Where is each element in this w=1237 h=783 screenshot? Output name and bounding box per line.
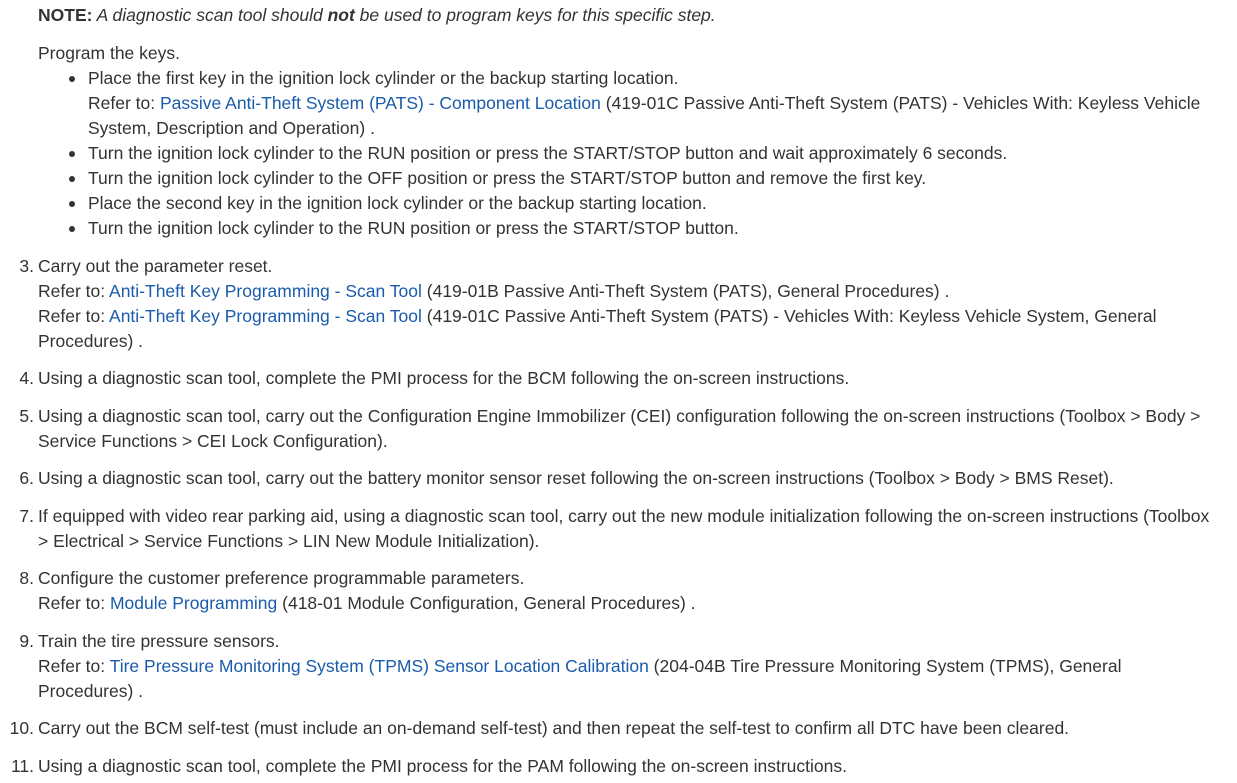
program-keys-list [0,66,1237,241]
step-number: 5. [19,405,34,426]
step-number: 8. [19,568,34,588]
bullet-text: Place the first key in the ignition lock cylinder or the backup starting location. [88,68,679,88]
list-item: Place the second key in the ignition lock cylinder or the backup starting location. [0,191,1237,216]
refer-suffix: (418-01 Module Configuration, General Procedures) . [277,593,696,613]
step-number: 10. [9,718,34,738]
refer-suffix: (419-01C Passive Anti-Theft System (PATS) - Vehicles With: Keyless Vehicle System, Description and Operation) . [88,93,1201,138]
list-item: Turn the ignition lock cylinder to the RUN position or press the START/STOP button. [0,216,1237,241]
step-text: Using a diagnostic scan tool, carry out the battery monitor sensor reset following the on-screen instructions (Toolbox > Body > BMS Reset). [38,468,1114,488]
refer-suffix: (419-01B Passive Anti-Theft System (PATS), General Procedures) . [421,280,950,301]
step-text: Carry out the parameter reset. [38,255,273,276]
step-10 [0,716,1237,741]
list-item: Turn the ignition lock cylinder to the RUN position or press the START/STOP button and wait approximately 6 seconds. [0,141,1237,166]
step-5 [0,404,1237,454]
refer-prefix: Refer to: [38,280,110,301]
note-emphasis: not [327,5,355,25]
step-number: 4. [19,368,34,388]
refer-prefix: Refer to: [38,655,110,676]
procedure-content [0,3,1237,779]
step-number: 9. [19,630,34,651]
step-4 [0,366,1237,391]
step-9 [0,629,1237,704]
refer-prefix: Refer to: [88,93,160,113]
step-7 [0,504,1237,554]
refer-prefix: Refer to: [38,305,110,326]
note-text-after: be used to program keys for this specific step. [354,5,716,25]
note [38,3,1237,28]
step-text: If equipped with video rear parking aid, using a diagnostic scan tool, carry out the new module initialization following the on-screen instructions (Toolbox > Electrical > Service Functions > LIN New Module Initialization). [38,505,1210,551]
step-text: Configure the customer preference programmable parameters. [38,568,525,588]
refer-suffix: (204-04B Tire Pressure Monitoring System (TPMS), General Procedures) . [38,655,1122,701]
refer-prefix: Refer to: [38,593,110,613]
anti-theft-key-programming-link[interactable]: Anti-Theft Key Programming - Scan Tool [109,280,422,301]
step-text: Using a diagnostic scan tool, complete the PMI process for the BCM following the on-screen instructions. [38,368,850,388]
step-number: 6. [19,468,34,488]
list-item [0,66,1237,141]
procedure-steps [0,254,1237,779]
step-text: Train the tire pressure sensors. [38,630,280,651]
note-text-before: A diagnostic scan tool should [92,5,328,25]
step-number: 7. [19,505,34,526]
pats-component-location-link[interactable]: Passive Anti-Theft System (PATS) - Component Location [159,93,601,113]
step-3 [0,254,1237,354]
step-text: Using a diagnostic scan tool, complete the PMI process for the PAM following the on-screen instructions. [38,755,847,776]
note-label: NOTE: [38,5,93,25]
step-number: 11. [10,755,34,776]
module-programming-link[interactable]: Module Programming [109,593,278,613]
program-keys-intro: Program the keys. [38,43,180,63]
anti-theft-key-programming-keyless-link[interactable]: Anti-Theft Key Programming - Scan Tool [109,305,422,326]
step-text: Carry out the BCM self-test (must include an on-demand self-test) and then repeat the self-test to confirm all DTC have been cleared. [38,718,1070,738]
tpms-sensor-calibration-link[interactable]: Tire Pressure Monitoring System (TPMS) Sensor Location Calibration [109,655,649,676]
step-8 [0,566,1237,616]
list-item: Turn the ignition lock cylinder to the OFF position or press the START/STOP button and remove the first key. [0,166,1237,191]
step-11 [0,754,1237,779]
step-number: 3. [19,255,34,276]
step-text: Using a diagnostic scan tool, carry out the Configuration Engine Immobilizer (CEI) configuration following the on-screen instructions (Toolbox > Body > Service Functions > CEI Lock Configuration). [38,405,1201,451]
step-6 [0,466,1237,491]
refer-suffix: (419-01C Passive Anti-Theft System (PATS) - Vehicles With: Keyless Vehicle System, General Procedures) . [38,305,1157,351]
